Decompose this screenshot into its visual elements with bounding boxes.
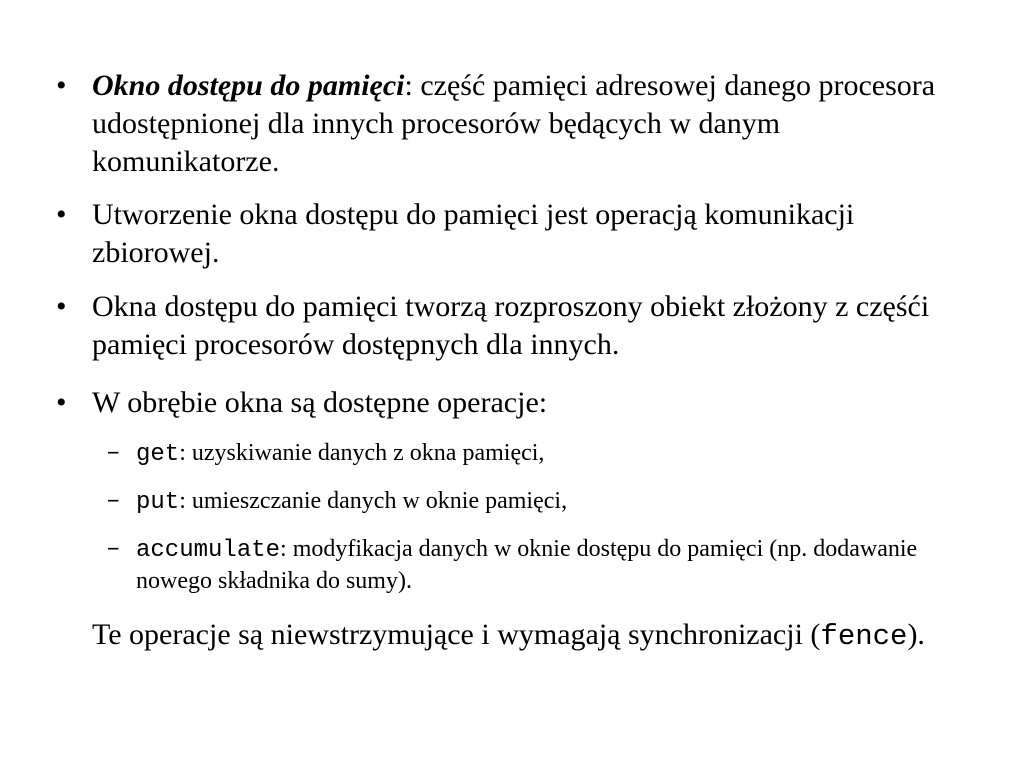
dash-icon: – [106, 536, 121, 563]
subitem-accumulate [106, 534, 966, 597]
subitem-text-accumulate: : modyfikacja danych w oknie dostępu do pamięci (np. dodawanie nowego składnika do sumy). [136, 536, 918, 594]
bullet-icon: • [56, 290, 67, 323]
bullet-text-4: W obrębie okna są dostępne operacje: [92, 386, 548, 419]
subitem-text-put: : umieszczanie danych w oknie pamięci, [179, 488, 568, 514]
closing-text-before: Te operacje są niewstrzymujące i wymagają synchronizacji ( [92, 618, 821, 651]
code-fence: fence [820, 620, 908, 653]
bullet-item-4 [56, 384, 972, 422]
dash-icon: – [106, 440, 121, 467]
bullet-text-1: : część pamięci adresowej danego procesora udostępnionej dla innych procesorów będących w danym komunikatorze. [92, 69, 936, 178]
term-okno: Okno dostępu do pamięci [92, 69, 405, 102]
bullet-icon: • [56, 198, 67, 231]
subitem-get [106, 438, 966, 470]
bullet-item-3 [56, 288, 972, 364]
code-get: get [136, 441, 180, 468]
dash-icon: – [106, 488, 121, 515]
bullet-item-2 [56, 196, 972, 272]
subitem-put [106, 486, 966, 518]
bullet-text-2: Utworzenie okna dostępu do pamięci jest operacją komunikacji zbiorowej. [92, 198, 855, 269]
bullet-text-3: Okna dostępu do pamięci tworzą rozproszony obiekt złożony z częśći pamięci procesorów dostępnych dla innych. [92, 290, 930, 361]
code-put: put [136, 489, 180, 516]
closing-text-after: ). [907, 618, 925, 651]
bullet-icon: • [56, 69, 67, 102]
bullet-item-1 [56, 67, 972, 181]
subitem-text-get: : uzyskiwanie danych z okna pamięci, [179, 440, 545, 466]
bullet-icon: • [56, 386, 67, 419]
code-accumulate: accumulate [136, 537, 281, 564]
closing-paragraph [92, 616, 972, 656]
